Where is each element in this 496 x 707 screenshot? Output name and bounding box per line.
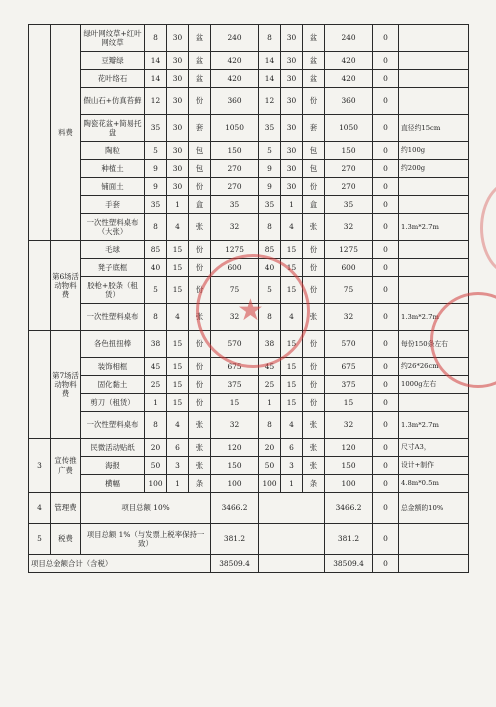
price-2: 4 [281, 304, 303, 331]
qty-2: 45 [259, 358, 281, 376]
qty-2: 100 [259, 475, 281, 493]
total-2: 150 [325, 142, 373, 160]
unit-2: 份 [303, 88, 325, 115]
qty-1: 14 [145, 52, 167, 70]
diff: 0 [373, 376, 399, 394]
note: 4.8m*0.5m [399, 475, 469, 493]
price-1: 4 [167, 304, 189, 331]
price-2: 30 [281, 160, 303, 178]
qty-2: 8 [259, 304, 281, 331]
diff: 0 [373, 196, 399, 214]
unit-2: 包 [303, 142, 325, 160]
tax-row [29, 524, 469, 555]
diff: 0 [373, 439, 399, 457]
blank [259, 524, 325, 555]
qty-2: 1 [259, 394, 281, 412]
note: 设计+制作 [399, 457, 469, 475]
price-1: 3 [167, 457, 189, 475]
unit-1: 盆 [189, 70, 211, 88]
unit-1: 包 [189, 142, 211, 160]
total-1: 570 [211, 331, 259, 358]
price-2: 15 [281, 259, 303, 277]
item-name: 假山石+仿真苔藓 [81, 88, 145, 115]
total-2: 32 [325, 412, 373, 439]
price-2: 30 [281, 142, 303, 160]
qty-1: 85 [145, 241, 167, 259]
grand-total-label: 项目总金额合计（含税） [29, 555, 211, 573]
unit-1: 份 [189, 331, 211, 358]
price-2: 30 [281, 88, 303, 115]
total-2: 420 [325, 70, 373, 88]
unit-1: 份 [189, 241, 211, 259]
unit-2: 份 [303, 358, 325, 376]
budget-sheet [28, 24, 468, 573]
item-desc: 项目总额 10% [81, 493, 211, 524]
diff: 0 [373, 52, 399, 70]
price-2: 15 [281, 331, 303, 358]
price-2: 30 [281, 52, 303, 70]
total-1: 32 [211, 304, 259, 331]
qty-2: 5 [259, 142, 281, 160]
price-1: 15 [167, 394, 189, 412]
unit-2: 份 [303, 394, 325, 412]
unit-2: 条 [303, 475, 325, 493]
unit-2: 张 [303, 457, 325, 475]
grand-total-row [29, 555, 469, 573]
note [399, 259, 469, 277]
unit-1: 张 [189, 457, 211, 475]
unit-1: 份 [189, 376, 211, 394]
total-1: 240 [211, 25, 259, 52]
item-name: 民微活动贴纸 [81, 439, 145, 457]
diff: 0 [373, 394, 399, 412]
note: 1.3m*2.7m [399, 304, 469, 331]
qty-2: 8 [259, 214, 281, 241]
price-2: 30 [281, 178, 303, 196]
total-2: 3466.2 [325, 493, 373, 524]
unit-1: 份 [189, 178, 211, 196]
price-1: 4 [167, 412, 189, 439]
qty-1: 5 [145, 277, 167, 304]
total-2: 15 [325, 394, 373, 412]
item-name: 各色扭扭棒 [81, 331, 145, 358]
item-name: 剪刀（租赁） [81, 394, 145, 412]
unit-2: 盆 [303, 70, 325, 88]
total-2: 32 [325, 304, 373, 331]
total-2: 120 [325, 439, 373, 457]
note: 1000g左右 [399, 376, 469, 394]
price-2: 1 [281, 196, 303, 214]
category-cell: 管理费 [51, 493, 81, 524]
price-2: 15 [281, 358, 303, 376]
note [399, 70, 469, 88]
unit-1: 盒 [189, 196, 211, 214]
price-1: 30 [167, 88, 189, 115]
note [399, 524, 469, 555]
total-2: 32 [325, 214, 373, 241]
qty-2: 8 [259, 412, 281, 439]
item-name: 手套 [81, 196, 145, 214]
price-1: 30 [167, 160, 189, 178]
note: 总金额的10% [399, 493, 469, 524]
price-1: 30 [167, 25, 189, 52]
price-2: 30 [281, 115, 303, 142]
section-number: 4 [29, 493, 51, 524]
diff: 0 [373, 331, 399, 358]
qty-2: 9 [259, 160, 281, 178]
unit-2: 张 [303, 439, 325, 457]
qty-2: 35 [259, 115, 281, 142]
unit-2: 份 [303, 178, 325, 196]
qty-2: 14 [259, 70, 281, 88]
item-name: 陶瓷花盆+简易托盘 [81, 115, 145, 142]
total-2: 270 [325, 160, 373, 178]
item-name: 种植土 [81, 160, 145, 178]
price-1: 30 [167, 70, 189, 88]
note [399, 52, 469, 70]
qty-1: 38 [145, 331, 167, 358]
qty-2: 38 [259, 331, 281, 358]
price-1: 15 [167, 358, 189, 376]
total-2: 35 [325, 196, 373, 214]
total-2: 360 [325, 88, 373, 115]
category-cell: 第7场活动物料费 [51, 331, 81, 439]
item-name: 凳子底框 [81, 259, 145, 277]
total-1: 270 [211, 160, 259, 178]
note: 约200g [399, 160, 469, 178]
price-1: 30 [167, 52, 189, 70]
total-2: 600 [325, 259, 373, 277]
total-1: 675 [211, 358, 259, 376]
unit-1: 份 [189, 358, 211, 376]
unit-2: 张 [303, 412, 325, 439]
diff: 0 [373, 475, 399, 493]
total-1: 32 [211, 412, 259, 439]
management-fee-row [29, 493, 469, 524]
unit-1: 份 [189, 259, 211, 277]
price-1: 1 [167, 475, 189, 493]
blank [259, 493, 325, 524]
diff: 0 [373, 457, 399, 475]
qty-1: 35 [145, 115, 167, 142]
qty-1: 5 [145, 142, 167, 160]
total-1: 150 [211, 142, 259, 160]
total-1: 420 [211, 52, 259, 70]
item-name: 横幅 [81, 475, 145, 493]
price-1: 1 [167, 196, 189, 214]
category-cell: 宣传推广费 [51, 439, 81, 493]
total-1: 120 [211, 439, 259, 457]
total-1: 35 [211, 196, 259, 214]
total-2: 150 [325, 457, 373, 475]
qty-2: 8 [259, 25, 281, 52]
unit-1: 张 [189, 412, 211, 439]
qty-1: 9 [145, 160, 167, 178]
total-2: 420 [325, 52, 373, 70]
total-2: 375 [325, 376, 373, 394]
price-1: 30 [167, 178, 189, 196]
item-desc: 项目总额 1%（与发票上税率保持一致） [81, 524, 211, 555]
qty-1: 8 [145, 25, 167, 52]
item-name: 绿叶网纹草+红叶网纹草 [81, 25, 145, 52]
qty-2: 14 [259, 52, 281, 70]
diff: 0 [373, 88, 399, 115]
diff: 0 [373, 160, 399, 178]
price-2: 6 [281, 439, 303, 457]
total-2: 675 [325, 358, 373, 376]
qty-1: 40 [145, 259, 167, 277]
note: 1.3m*2.7m [399, 214, 469, 241]
diff: 0 [373, 524, 399, 555]
note [399, 196, 469, 214]
item-name: 铺面土 [81, 178, 145, 196]
total-2: 240 [325, 25, 373, 52]
price-2: 4 [281, 412, 303, 439]
price-1: 30 [167, 115, 189, 142]
item-name: 豆瓣绿 [81, 52, 145, 70]
total-1: 600 [211, 259, 259, 277]
diff: 0 [373, 358, 399, 376]
edge-seal-fragment [480, 180, 496, 276]
unit-1: 份 [189, 277, 211, 304]
qty-1: 1 [145, 394, 167, 412]
price-2: 15 [281, 277, 303, 304]
qty-1: 50 [145, 457, 167, 475]
price-2: 15 [281, 394, 303, 412]
diff: 0 [373, 70, 399, 88]
note [399, 394, 469, 412]
qty-1: 9 [145, 178, 167, 196]
qty-2: 40 [259, 259, 281, 277]
item-name: 一次性塑料桌布 [81, 304, 145, 331]
price-2: 30 [281, 70, 303, 88]
note [399, 25, 469, 52]
note [399, 178, 469, 196]
unit-2: 盒 [303, 196, 325, 214]
qty-1: 8 [145, 412, 167, 439]
note: 直径约15cm [399, 115, 469, 142]
unit-2: 盆 [303, 25, 325, 52]
item-name: 毛球 [81, 241, 145, 259]
item-name: 海报 [81, 457, 145, 475]
price-1: 15 [167, 277, 189, 304]
unit-1: 套 [189, 115, 211, 142]
note [399, 241, 469, 259]
category-cell: 料费 [51, 25, 81, 241]
item-name: 一次性塑料桌布 [81, 412, 145, 439]
price-1: 15 [167, 331, 189, 358]
price-2: 1 [281, 475, 303, 493]
diff: 0 [373, 241, 399, 259]
qty-1: 35 [145, 196, 167, 214]
unit-2: 份 [303, 277, 325, 304]
diff: 0 [373, 412, 399, 439]
item-name: 一次性塑料桌布（大张） [81, 214, 145, 241]
price-2: 15 [281, 376, 303, 394]
note [399, 277, 469, 304]
qty-2: 25 [259, 376, 281, 394]
qty-2: 50 [259, 457, 281, 475]
section-number: 5 [29, 524, 51, 555]
note [399, 555, 469, 573]
note: 约26*26cm [399, 358, 469, 376]
qty-2: 85 [259, 241, 281, 259]
unit-2: 包 [303, 160, 325, 178]
unit-1: 条 [189, 475, 211, 493]
qty-1: 8 [145, 214, 167, 241]
unit-2: 份 [303, 259, 325, 277]
unit-1: 份 [189, 394, 211, 412]
price-1: 15 [167, 241, 189, 259]
total-2: 381.2 [325, 524, 373, 555]
diff: 0 [373, 493, 399, 524]
qty-1: 8 [145, 304, 167, 331]
unit-1: 张 [189, 214, 211, 241]
total-1: 381.2 [211, 524, 259, 555]
item-name: 装饰相框 [81, 358, 145, 376]
category-cell: 税费 [51, 524, 81, 555]
category-cell: 第6场活动物料费 [51, 241, 81, 331]
unit-1: 盆 [189, 25, 211, 52]
unit-2: 份 [303, 331, 325, 358]
total-1: 1275 [211, 241, 259, 259]
item-name: 固化黏土 [81, 376, 145, 394]
seal-star-icon: ★ [237, 293, 264, 328]
total-1: 360 [211, 88, 259, 115]
price-1: 15 [167, 376, 189, 394]
item-name: 陶粒 [81, 142, 145, 160]
qty-1: 45 [145, 358, 167, 376]
qty-2: 12 [259, 88, 281, 115]
price-1: 15 [167, 259, 189, 277]
qty-2: 35 [259, 196, 281, 214]
diff: 0 [373, 142, 399, 160]
price-2: 4 [281, 214, 303, 241]
diff: 0 [373, 115, 399, 142]
diff: 0 [373, 25, 399, 52]
total-1: 375 [211, 376, 259, 394]
item-name: 胶枪+胶条（租赁） [81, 277, 145, 304]
qty-1: 12 [145, 88, 167, 115]
table-body [29, 25, 469, 573]
total-1: 150 [211, 457, 259, 475]
qty-1: 25 [145, 376, 167, 394]
section-index-cell [29, 331, 51, 439]
unit-2: 份 [303, 241, 325, 259]
price-1: 4 [167, 214, 189, 241]
note: 约100g [399, 142, 469, 160]
unit-2: 盆 [303, 52, 325, 70]
total-1: 1050 [211, 115, 259, 142]
qty-1: 14 [145, 70, 167, 88]
total-1: 100 [211, 475, 259, 493]
total-1: 15 [211, 394, 259, 412]
section-index-cell [29, 241, 51, 331]
total-1: 75 [211, 277, 259, 304]
total-2: 1050 [325, 115, 373, 142]
price-2: 30 [281, 25, 303, 52]
qty-2: 9 [259, 178, 281, 196]
unit-1: 份 [189, 88, 211, 115]
diff: 0 [373, 555, 399, 573]
qty-1: 100 [145, 475, 167, 493]
unit-2: 份 [303, 376, 325, 394]
item-name: 花叶络石 [81, 70, 145, 88]
diff: 0 [373, 304, 399, 331]
unit-2: 张 [303, 304, 325, 331]
total-2: 75 [325, 277, 373, 304]
note: 每份150条左右 [399, 331, 469, 358]
qty-2: 20 [259, 439, 281, 457]
total-2: 570 [325, 331, 373, 358]
price-1: 6 [167, 439, 189, 457]
price-2: 15 [281, 241, 303, 259]
total-2: 270 [325, 178, 373, 196]
qty-1: 20 [145, 439, 167, 457]
unit-2: 张 [303, 214, 325, 241]
total-1: 32 [211, 214, 259, 241]
total-1: 38509.4 [211, 555, 259, 573]
price-2: 3 [281, 457, 303, 475]
total-2: 38509.4 [325, 555, 373, 573]
unit-2: 套 [303, 115, 325, 142]
price-1: 30 [167, 142, 189, 160]
section-index-cell [29, 25, 51, 241]
unit-1: 盆 [189, 52, 211, 70]
total-1: 3466.2 [211, 493, 259, 524]
note: 尺寸A3， [399, 439, 469, 457]
blank [259, 555, 325, 573]
qty-2: 5 [259, 277, 281, 304]
note: 1.3m*2.7m [399, 412, 469, 439]
diff: 0 [373, 178, 399, 196]
diff: 0 [373, 277, 399, 304]
section-number: 3 [29, 439, 51, 493]
total-1: 270 [211, 178, 259, 196]
total-2: 100 [325, 475, 373, 493]
budget-table [28, 24, 469, 573]
total-1: 420 [211, 70, 259, 88]
unit-1: 张 [189, 439, 211, 457]
total-2: 1275 [325, 241, 373, 259]
unit-1: 包 [189, 160, 211, 178]
diff: 0 [373, 259, 399, 277]
unit-1: 张 [189, 304, 211, 331]
diff: 0 [373, 214, 399, 241]
note [399, 88, 469, 115]
